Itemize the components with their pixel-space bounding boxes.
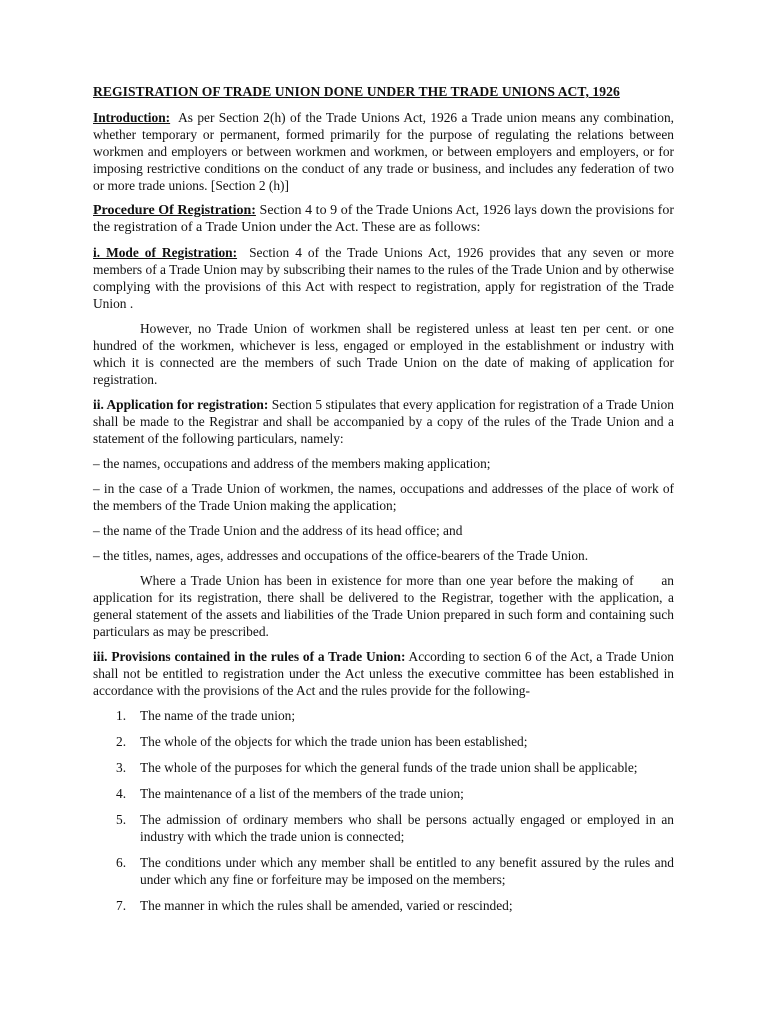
list-item bbox=[116, 759, 674, 776]
application-item: – the names, occupations and address of the members making application; bbox=[93, 456, 491, 471]
list-item-text: The admission of ordinary members who shall be persons actually engaged or employed in an industry with which the trade union is connected; bbox=[140, 812, 674, 844]
list-item-number: 6. bbox=[116, 855, 127, 870]
list-item bbox=[116, 733, 674, 750]
list-item bbox=[116, 811, 674, 845]
procedure-heading: Procedure Of Registration: bbox=[93, 203, 256, 218]
application-text: Section 5 stipulates that every application for registration of a Trade Union shall be made to the Registrar and shall be accompanied by a copy of the rules of the Trade Union and a statement of the following particulars, namely: bbox=[93, 397, 674, 446]
list-item-number: 4. bbox=[116, 786, 127, 801]
list-item-text: The maintenance of a list of the members of the trade union; bbox=[140, 786, 464, 801]
intro-heading: Introduction: bbox=[93, 110, 171, 125]
application-item: – the titles, names, ages, addresses and occupations of the office-bearers of the Trade Union. bbox=[93, 548, 589, 563]
list-item-text: The whole of the objects for which the trade union has been established; bbox=[140, 734, 528, 749]
application-heading: ii. Application for registration: bbox=[93, 397, 269, 412]
intro-paragraph bbox=[93, 109, 674, 194]
provisions-heading: iii. Provisions contained in the rules of a Trade Union: bbox=[93, 649, 406, 664]
application-paragraph bbox=[93, 396, 674, 447]
procedure-paragraph bbox=[93, 202, 674, 236]
document-title: REGISTRATION OF TRADE UNION DONE UNDER THE TRADE UNIONS ACT, 1926 bbox=[93, 84, 620, 99]
procedure-text: Section 4 to 9 of the Trade Unions Act, 1926 lays down the provisions for the registration of a Trade Union under the Act. These are as follows: bbox=[93, 203, 675, 235]
mode-heading: i. Mode of Registration: bbox=[93, 245, 238, 260]
list-item bbox=[116, 707, 674, 724]
mode-paragraph-2: However, no Trade Union of workmen shall be registered unless at least ten per cent. or one hundred of the workmen, whichever is less, engaged or employed in the establishment or industry with which it is connected are the members of such Trade Union on the date of making of application for registration. bbox=[93, 321, 674, 387]
rules-list bbox=[93, 707, 674, 914]
list-item-text: The whole of the purposes for which the general funds of the trade union shall be applicable; bbox=[140, 760, 638, 775]
list-item-number: 7. bbox=[116, 898, 127, 913]
application-paragraph-2: Where a Trade Union has been in existence for more than one year before the making of an application for its registration, there shall be delivered to the Registrar, together with the application, a general statement of the assets and liabilities of the Trade Union prepared in such form and containing such particulars as may be prescribed. bbox=[93, 573, 674, 639]
list-item-text: The conditions under which any member shall be entitled to any benefit assured by the rules and under which any fine or forfeiture may be imposed on the members; bbox=[140, 855, 674, 887]
provisions-paragraph bbox=[93, 648, 674, 699]
intro-text: As per Section 2(h) of the Trade Unions Act, 1926 a Trade union means any combination, whether temporary or permanent, formed primarily for the purpose of regulating the relations between workmen and employers or between workmen and workmen, or between employers and employers, or for imposing restrictive conditions on the conduct of any trade or business, and includes any federation of two or more trade unions. [Section 2 (h)] bbox=[93, 110, 674, 193]
list-item-text: The name of the trade union; bbox=[140, 708, 296, 723]
provisions-text: According to section 6 of the Act, a Trade Union shall not be entitled to registration under the Act unless the executive committee has been established in accordance with the provisions of the Act and the rules provide for the following- bbox=[93, 649, 675, 698]
list-item-number: 2. bbox=[116, 734, 127, 749]
list-item bbox=[116, 897, 674, 914]
mode-text: Section 4 of the Trade Unions Act, 1926 provides that any seven or more members of a Trade Union may by subscribing their names to the rules of the Trade Union and by otherwise complying with the provisions of this Act with respect to registration, apply for registration of the Trade Union . bbox=[93, 245, 674, 311]
mode-paragraph bbox=[93, 244, 674, 312]
list-item-number: 5. bbox=[116, 812, 127, 827]
list-item bbox=[116, 785, 674, 802]
list-item-text: The manner in which the rules shall be amended, varied or rescinded; bbox=[140, 898, 513, 913]
list-item bbox=[116, 854, 674, 888]
list-item-number: 3. bbox=[116, 760, 127, 775]
list-item-number: 1. bbox=[116, 708, 127, 723]
application-item: – the name of the Trade Union and the address of its head office; and bbox=[93, 523, 463, 538]
application-item: – in the case of a Trade Union of workmen, the names, occupations and addresses of the place of work of the members of the Trade Union making the application; bbox=[93, 481, 674, 513]
